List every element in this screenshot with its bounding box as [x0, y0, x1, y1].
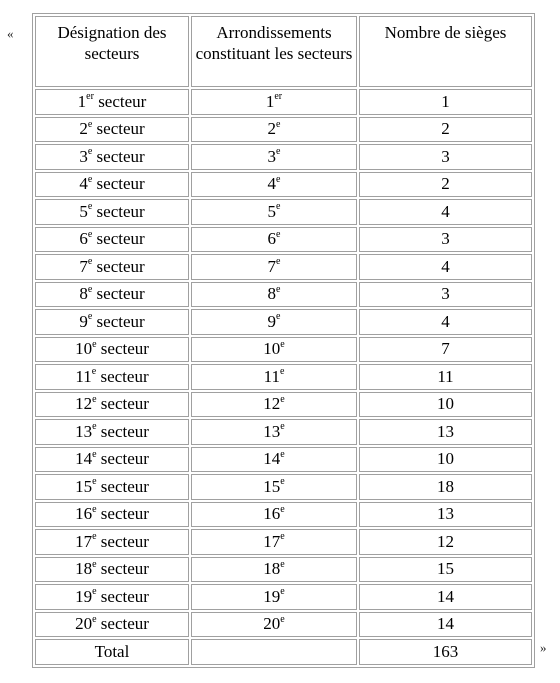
- ordinal-suffix: e: [276, 201, 281, 213]
- nombre-sieges-cell: 4: [359, 199, 532, 225]
- arrondissement-number: 13: [263, 421, 281, 441]
- ordinal-suffix: e: [87, 283, 93, 295]
- arrondissement-cell: [191, 364, 357, 390]
- secteur-word: secteur: [100, 449, 149, 469]
- total-label: Total: [35, 639, 189, 665]
- table-row: [35, 89, 532, 115]
- nombre-sieges-cell: 14: [359, 584, 532, 610]
- secteur-number: 3: [79, 146, 88, 166]
- nombre-sieges-cell: 2: [359, 172, 532, 198]
- table-row: [35, 529, 532, 555]
- secteur-word: secteur: [96, 146, 145, 166]
- header-arrondissements: Arrondissements constituant les secteurs: [191, 16, 357, 87]
- nombre-sieges-cell: 3: [359, 282, 532, 308]
- ordinal-suffix: e: [87, 228, 93, 240]
- secteur-word: secteur: [100, 559, 149, 579]
- secteur-number: 19: [75, 586, 93, 606]
- ordinal-suffix: e: [92, 421, 97, 433]
- secteur-designation: [35, 117, 189, 143]
- ordinal-suffix: e: [92, 393, 97, 405]
- secteur-number: 18: [75, 559, 93, 579]
- secteur-word: secteur: [100, 421, 149, 441]
- secteur-designation: [35, 557, 189, 583]
- secteur-number: 6: [79, 229, 88, 249]
- secteur-number: 2: [79, 119, 88, 139]
- ordinal-suffix: e: [87, 201, 93, 213]
- secteur-word: secteur: [96, 201, 145, 221]
- arrondissement-number: 3: [267, 146, 277, 166]
- secteur-number: 20: [75, 614, 93, 634]
- ordinal-suffix: e: [280, 613, 285, 625]
- table-row: [35, 337, 532, 363]
- arrondissement-cell: [191, 282, 357, 308]
- secteur-word: secteur: [100, 476, 149, 496]
- closing-quote: »: [540, 640, 547, 655]
- table-row: [35, 557, 532, 583]
- arrondissement-number: 11: [263, 366, 280, 386]
- arrondissement-number: 12: [263, 394, 281, 414]
- ordinal-suffix: e: [92, 338, 97, 350]
- secteur-number: 14: [75, 449, 93, 469]
- ordinal-suffix: e: [276, 173, 281, 185]
- secteur-number: 5: [79, 201, 88, 221]
- secteur-designation: [35, 337, 189, 363]
- ordinal-suffix: e: [276, 146, 281, 158]
- arrondissement-number: 15: [263, 476, 281, 496]
- arrondissement-number: 6: [267, 229, 277, 249]
- table-row: [35, 612, 532, 638]
- arrondissement-cell: [191, 337, 357, 363]
- nombre-sieges-cell: 14: [359, 612, 532, 638]
- ordinal-suffix: e: [87, 118, 93, 130]
- secteur-number: 15: [75, 476, 93, 496]
- nombre-sieges-cell: 12: [359, 529, 532, 555]
- arrondissement-number: 7: [267, 256, 277, 276]
- nombre-sieges-cell: 3: [359, 144, 532, 170]
- secteur-number: 10: [75, 339, 93, 359]
- arrondissement-number: 16: [263, 504, 281, 524]
- total-arrondissements: [191, 639, 357, 665]
- arrondissement-cell: [191, 117, 357, 143]
- table-row: [35, 117, 532, 143]
- table-row: [35, 392, 532, 418]
- arrondissement-number: 4: [267, 174, 277, 194]
- table-row: [35, 419, 532, 445]
- arrondissement-cell: [191, 557, 357, 583]
- secteur-designation: [35, 254, 189, 280]
- nombre-sieges-cell: 13: [359, 502, 532, 528]
- arrondissement-cell: [191, 584, 357, 610]
- ordinal-suffix: e: [92, 503, 97, 515]
- secteur-number: 9: [79, 311, 88, 331]
- arrondissement-number: 5: [267, 201, 277, 221]
- arrondissement-cell: [191, 227, 357, 253]
- ordinal-suffix: er: [274, 91, 283, 103]
- arrondissement-cell: [191, 612, 357, 638]
- arrondissement-number: 19: [263, 586, 281, 606]
- ordinal-suffix: e: [276, 256, 281, 268]
- nombre-sieges-cell: 13: [359, 419, 532, 445]
- nombre-sieges-cell: 15: [359, 557, 532, 583]
- arrondissement-cell: [191, 144, 357, 170]
- secteur-number: 17: [75, 531, 93, 551]
- table-row: [35, 474, 532, 500]
- arrondissement-number: 18: [263, 559, 281, 579]
- secteur-number: 13: [75, 421, 93, 441]
- secteur-word: secteur: [96, 311, 145, 331]
- arrondissement-number: 14: [263, 449, 281, 469]
- arrondissement-cell: [191, 309, 357, 335]
- secteur-designation: [35, 584, 189, 610]
- arrondissement-number: 10: [263, 339, 281, 359]
- secteur-designation: [35, 309, 189, 335]
- secteur-number: 8: [79, 284, 88, 304]
- nombre-sieges-cell: 7: [359, 337, 532, 363]
- arrondissement-number: 20: [263, 614, 281, 634]
- secteur-number: 4: [79, 174, 88, 194]
- secteur-designation: [35, 447, 189, 473]
- ordinal-suffix: e: [279, 366, 285, 378]
- ordinal-suffix: e: [87, 173, 93, 185]
- nombre-sieges-cell: 10: [359, 392, 532, 418]
- ordinal-suffix: e: [92, 586, 97, 598]
- secteur-designation: [35, 529, 189, 555]
- secteur-designation: [35, 282, 189, 308]
- ordinal-suffix: e: [280, 448, 285, 460]
- nombre-sieges-cell: 18: [359, 474, 532, 500]
- nombre-sieges-cell: 11: [359, 364, 532, 390]
- table-row: [35, 144, 532, 170]
- ordinal-suffix: e: [280, 586, 285, 598]
- secteur-designation: [35, 364, 189, 390]
- ordinal-suffix: e: [92, 476, 97, 488]
- secteur-number: 7: [79, 256, 88, 276]
- arrondissement-cell: [191, 447, 357, 473]
- ordinal-suffix: e: [87, 256, 93, 268]
- secteur-designation: [35, 474, 189, 500]
- secteur-number: 12: [75, 394, 93, 414]
- table-row: [35, 502, 532, 528]
- arrondissement-cell: [191, 254, 357, 280]
- ordinal-suffix: e: [280, 421, 285, 433]
- secteur-designation: [35, 227, 189, 253]
- secteur-word: secteur: [96, 174, 145, 194]
- table-row: [35, 254, 532, 280]
- secteurs-table: [32, 13, 535, 668]
- secteur-number: 1: [77, 91, 87, 111]
- ordinal-suffix: e: [280, 393, 285, 405]
- nombre-sieges-cell: 3: [359, 227, 532, 253]
- ordinal-suffix: er: [86, 91, 94, 103]
- nombre-sieges-cell: 10: [359, 447, 532, 473]
- header-designation: Désignation des secteurs: [35, 16, 189, 87]
- table-row: [35, 364, 532, 390]
- ordinal-suffix: e: [92, 558, 97, 570]
- secteur-word: secteur: [100, 614, 149, 634]
- secteur-designation: [35, 89, 189, 115]
- arrondissement-cell: [191, 502, 357, 528]
- ordinal-suffix: e: [87, 311, 93, 323]
- table-row: [35, 584, 532, 610]
- arrondissement-cell: [191, 419, 357, 445]
- secteur-word: secteur: [96, 119, 145, 139]
- ordinal-suffix: e: [276, 283, 281, 295]
- ordinal-suffix: e: [92, 531, 97, 543]
- table-row: [35, 282, 532, 308]
- arrondissement-cell: [191, 474, 357, 500]
- ordinal-suffix: e: [276, 118, 281, 130]
- arrondissement-number: 2: [267, 119, 277, 139]
- secteur-designation: [35, 172, 189, 198]
- secteur-word: secteur: [100, 586, 149, 606]
- secteur-word: secteur: [100, 366, 149, 386]
- table-row: [35, 309, 532, 335]
- ordinal-suffix: e: [280, 558, 285, 570]
- table-row: [35, 172, 532, 198]
- nombre-sieges-cell: 4: [359, 254, 532, 280]
- secteur-designation: [35, 199, 189, 225]
- secteur-number: 16: [75, 504, 93, 524]
- ordinal-suffix: e: [92, 613, 97, 625]
- secteur-designation: [35, 392, 189, 418]
- header-nombre-sieges: Nombre de sièges: [359, 16, 532, 87]
- arrondissement-number: 1: [265, 91, 275, 111]
- ordinal-suffix: e: [91, 366, 97, 378]
- nombre-sieges-cell: 2: [359, 117, 532, 143]
- secteur-word: secteur: [100, 531, 149, 551]
- arrondissement-cell: [191, 199, 357, 225]
- secteur-word: secteur: [98, 91, 147, 111]
- table-body: [35, 89, 532, 637]
- total-row: [35, 639, 532, 665]
- opening-quote: «: [7, 26, 14, 41]
- secteur-word: secteur: [100, 339, 149, 359]
- secteur-designation: [35, 144, 189, 170]
- ordinal-suffix: e: [276, 311, 281, 323]
- table-row: [35, 447, 532, 473]
- secteur-designation: [35, 419, 189, 445]
- ordinal-suffix: e: [280, 476, 285, 488]
- ordinal-suffix: e: [276, 228, 281, 240]
- total-sieges: 163: [359, 639, 532, 665]
- ordinal-suffix: e: [280, 338, 285, 350]
- arrondissement-cell: [191, 89, 357, 115]
- arrondissement-number: 8: [267, 284, 277, 304]
- secteur-word: secteur: [96, 229, 145, 249]
- secteur-designation: [35, 612, 189, 638]
- secteur-designation: [35, 502, 189, 528]
- arrondissement-number: 9: [267, 311, 277, 331]
- table-row: [35, 227, 532, 253]
- ordinal-suffix: e: [92, 448, 97, 460]
- secteur-word: secteur: [100, 504, 149, 524]
- table-row: [35, 199, 532, 225]
- arrondissement-cell: [191, 529, 357, 555]
- secteur-word: secteur: [100, 394, 149, 414]
- arrondissement-cell: [191, 172, 357, 198]
- nombre-sieges-cell: 1: [359, 89, 532, 115]
- secteur-number: 11: [75, 366, 92, 386]
- ordinal-suffix: e: [87, 146, 93, 158]
- arrondissement-cell: [191, 392, 357, 418]
- ordinal-suffix: e: [280, 503, 285, 515]
- secteur-word: secteur: [96, 256, 145, 276]
- secteur-word: secteur: [96, 284, 145, 304]
- table-header-row: [35, 16, 532, 87]
- nombre-sieges-cell: 4: [359, 309, 532, 335]
- ordinal-suffix: e: [280, 531, 285, 543]
- arrondissement-number: 17: [263, 531, 281, 551]
